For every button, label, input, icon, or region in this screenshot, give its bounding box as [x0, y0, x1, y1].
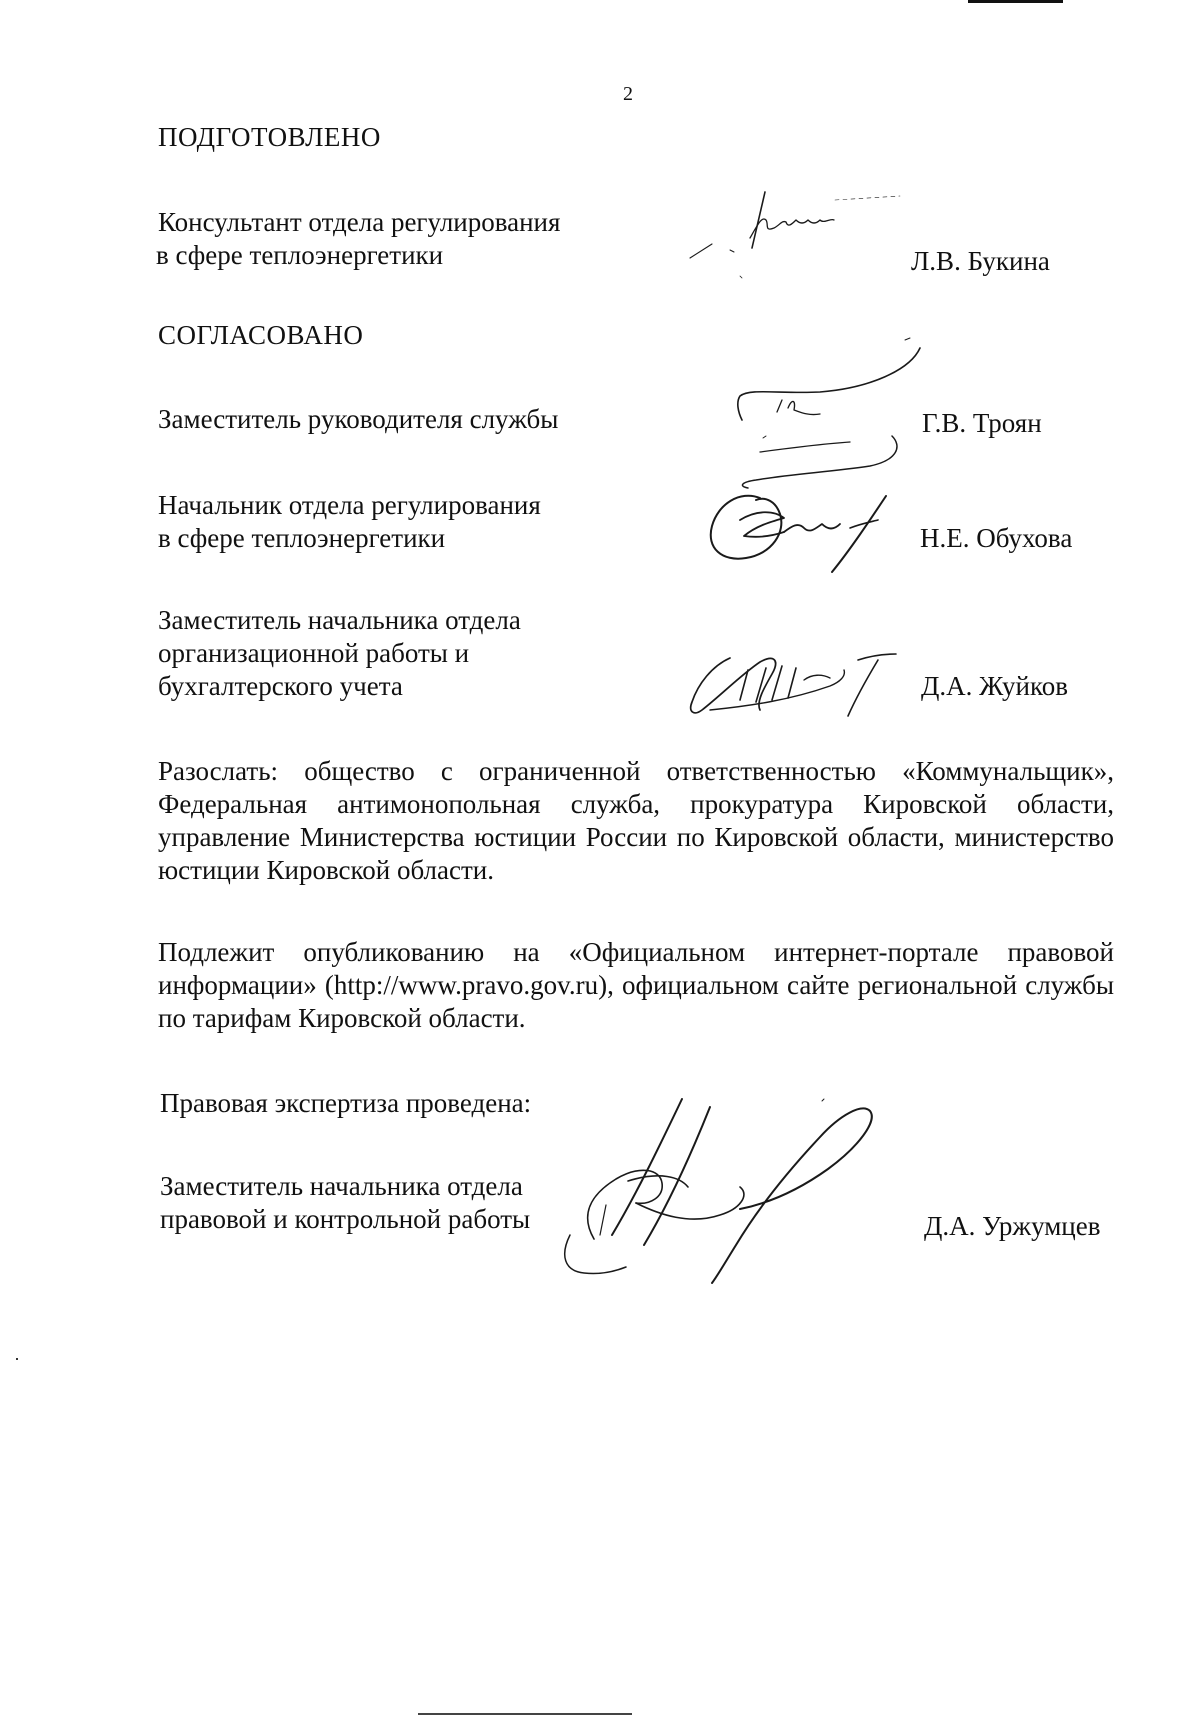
scan-artifact-bottom-line — [418, 1713, 632, 1715]
agreed-heading: СОГЛАСОВАНО — [158, 320, 364, 350]
agreed-signer-3-position-line-2: организационной работы и — [158, 638, 470, 668]
signature-bukina-image — [670, 180, 910, 290]
scan-artifact-top-line — [968, 0, 1063, 3]
prepared-signer-name: Л.В. Букина — [911, 246, 1050, 276]
agreed-signer-3-position-line-3: бухгалтерского учета — [158, 671, 403, 701]
signature-troyan-image — [670, 330, 930, 490]
agreed-signer-1-position: Заместитель руководителя службы — [158, 404, 559, 434]
legal-review-signer-name: Д.А. Уржумцев — [924, 1211, 1101, 1241]
agreed-signer-3-position-line-1: Заместитель начальника отдела — [158, 605, 521, 635]
agreed-signer-3-name: Д.А. Жуйков — [921, 671, 1068, 701]
signature-obukhova-image — [700, 480, 910, 580]
signature-urzhumtsev-image — [540, 1085, 920, 1285]
prepared-position-line-1: Консультант отдела регулирования — [158, 207, 561, 237]
publication-paragraph: Подлежит опубликованию на «Официальном интернет-портале правовой информации» (http://www.pravo.gov.ru), официальном сайте региональной службы по тарифам Кировской области. — [158, 937, 1114, 1033]
distribution-paragraph: Разослать: общество с ограниченной ответственностью «Коммунальщик», Федеральная антимонопольная служба, прокуратура Кировской области, управление Министерства юстиции России по Кировской области, министерство юстиции Кировской области. — [158, 756, 1114, 885]
prepared-heading: ПОДГОТОВЛЕНО — [158, 122, 381, 152]
scan-artifact-dot — [16, 1358, 18, 1360]
agreed-signer-2-name: Н.Е. Обухова — [920, 523, 1073, 553]
page-number: 2 — [623, 83, 633, 105]
agreed-signer-1-name: Г.В. Троян — [922, 408, 1042, 438]
prepared-position-line-2: в сфере теплоэнергетики — [156, 240, 444, 270]
agreed-signer-2-position-line-2: в сфере теплоэнергетики — [158, 523, 446, 553]
legal-review-position-line-1: Заместитель начальника отдела — [160, 1171, 523, 1201]
legal-review-heading: Правовая экспертиза проведена: — [160, 1088, 532, 1118]
agreed-signer-2-position-line-1: Начальник отдела регулирования — [158, 490, 541, 520]
signature-zhuikov-image — [680, 640, 910, 730]
legal-review-position-line-2: правовой и контрольной работы — [160, 1204, 531, 1234]
